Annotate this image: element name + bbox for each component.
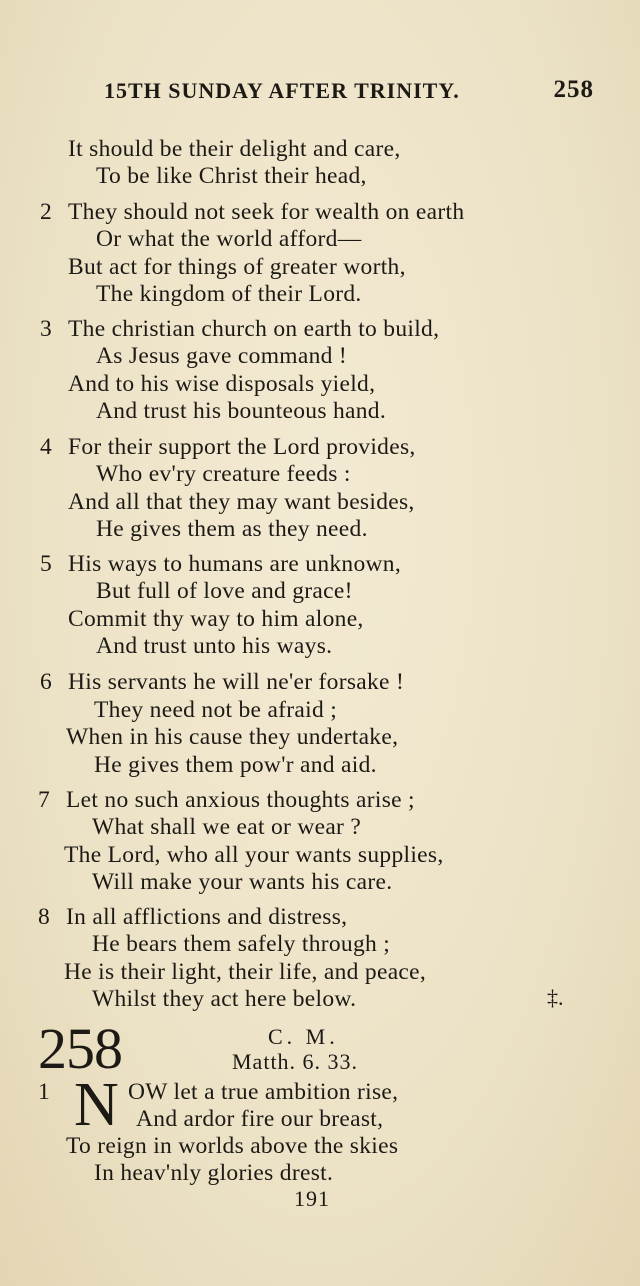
- verse-line: Let no such anxious thoughts arise ;: [66, 787, 415, 813]
- verse-line: Whilst they act here below.: [92, 986, 357, 1012]
- double-dagger-mark: ‡.: [547, 985, 564, 1010]
- opening-line: It should be their delight and care,: [68, 136, 401, 162]
- verse-line: OW let a true ambition rise,: [128, 1079, 399, 1105]
- verse-number: 5: [40, 551, 52, 577]
- verse-line: They should not seek for wealth on earth: [68, 199, 465, 225]
- verse-line: The Lord, who all your wants supplies,: [64, 842, 444, 868]
- hymn-meter: C. M.: [268, 1024, 339, 1049]
- verse-line: When in his cause they undertake,: [66, 724, 399, 750]
- verse-line: The kingdom of their Lord.: [96, 281, 362, 307]
- verse-line: His servants he will ne'er forsake !: [68, 669, 405, 695]
- verse-line: And ardor fire our breast,: [136, 1106, 384, 1132]
- verse-line: What shall we eat or wear ?: [92, 814, 362, 840]
- verse-line: For their support the Lord provides,: [68, 434, 416, 460]
- verse-number: 8: [38, 904, 50, 930]
- opening-line: To be like Christ their head,: [96, 163, 367, 189]
- verse-line: He gives them as they need.: [96, 516, 368, 542]
- verse-line: As Jesus gave command !: [96, 343, 347, 369]
- verse-line: Or what the world afford—: [96, 226, 362, 252]
- verse-number: 7: [38, 787, 50, 813]
- running-title: 15TH SUNDAY AFTER TRINITY.: [104, 78, 460, 103]
- verse-number: 1: [38, 1079, 50, 1105]
- drop-cap: N: [74, 1071, 119, 1139]
- verse-line: He gives them pow'r and aid.: [94, 752, 377, 778]
- verse-line: To reign in worlds above the skies: [66, 1133, 399, 1159]
- verse-line: Who ev'ry creature feeds :: [96, 461, 351, 487]
- verse-line: The christian church on earth to build,: [68, 316, 440, 342]
- verse-line: Will make your wants his care.: [92, 869, 393, 895]
- verse-line: But act for things of greater worth,: [68, 254, 406, 280]
- verse-line: And trust his bounteous hand.: [96, 398, 387, 424]
- page-number: 258: [553, 76, 594, 103]
- verse-line: And all that they may want besides,: [68, 489, 415, 515]
- verse-line: He bears them safely through ;: [92, 931, 391, 957]
- verse-number: 3: [40, 316, 52, 342]
- scripture-reference: Matth. 6. 33.: [232, 1049, 359, 1074]
- verse-number: 6: [40, 669, 52, 695]
- verse-number: 2: [40, 199, 52, 225]
- verse-number: 4: [40, 434, 52, 460]
- signature-mark: 191: [294, 1186, 330, 1211]
- verse-line: But full of love and grace!: [96, 578, 353, 604]
- hymn-number: 258: [38, 1016, 122, 1081]
- verse-line: His ways to humans are unknown,: [68, 551, 402, 577]
- verse-line: And trust unto his ways.: [96, 633, 333, 659]
- verse-line: Commit thy way to him alone,: [68, 606, 364, 632]
- verse-line: He is their light, their life, and peace,: [64, 959, 427, 985]
- verse-line: In all afflictions and distress,: [66, 904, 348, 930]
- verse-line: They need not be afraid ;: [94, 697, 338, 723]
- verse-line: And to his wise disposals yield,: [68, 371, 376, 397]
- verse-line: In heav'nly glories drest.: [94, 1160, 334, 1186]
